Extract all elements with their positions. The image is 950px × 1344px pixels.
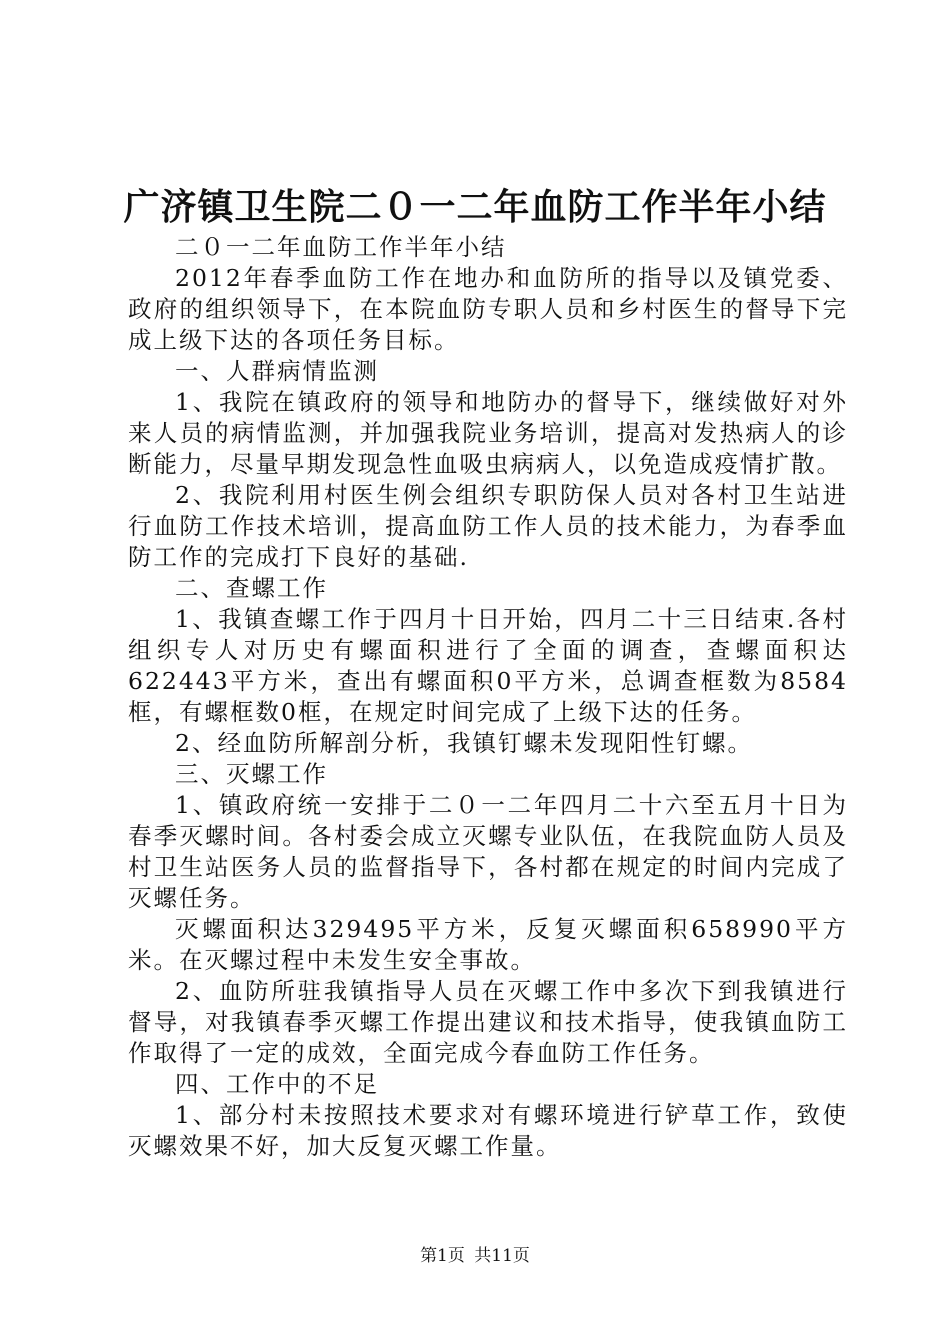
section-heading-3: 三、灭螺工作 (175, 760, 328, 788)
document-title: 广济镇卫生院二０一二年血防工作半年小结 (123, 186, 827, 228)
page-total: 共11页 (474, 1246, 530, 1266)
section-2-item-2: 2、经血防所解剖分析，我镇钉螺未发现阳性钉螺。 (175, 729, 753, 757)
section-1-item-1: 1、我院在镇政府的领导和地防办的督导下，继续做好对外来人员的病情监测，并加强我院业务培训，提高对发热病人的诊断能力，尽量早期发现急性血吸虫病病人，以免造成疫情扩散。 (128, 388, 848, 478)
section-3-item-2: 2、血防所驻我镇指导人员在灭螺工作中多次下到我镇进行督导，对我镇春季灭螺工作提出建议和技术指导，使我镇血防工作取得了一定的成效，全面完成今春血防工作任务。 (128, 977, 848, 1067)
section-1-item-2: 2、我院利用村医生例会组织专职防保人员对各村卫生站进行血防工作技术培训，提高血防工作人员的技术能力，为春季血防工作的完成打下良好的基础. (128, 481, 848, 571)
page-number: 第1页 (420, 1246, 465, 1266)
section-2-item-1: 1、我镇查螺工作于四月十日开始，四月二十三日结束.各村组织专人对历史有螺面积进行了全面的调查，查螺面积达622443平方米，查出有螺面积0平方米，总调查框数为8584框，有螺框数0框，在规定时间完成了上级下达的任务。 (128, 605, 848, 726)
section-heading-2: 二、查螺工作 (175, 574, 328, 602)
section-3-area-paragraph: 灭螺面积达329495平方米，反复灭螺面积658990平方米。在灭螺过程中未发生安全事故。 (128, 915, 848, 974)
document-body (128, 232, 848, 1162)
section-4-item-1: 1、部分村未按照技术要求对有螺环境进行铲草工作，致使灭螺效果不好，加大反复灭螺工作量。 (128, 1101, 848, 1160)
section-heading-1: 一、人群病情监测 (175, 357, 379, 385)
page-footer (0, 1245, 950, 1267)
subtitle-paragraph: 二０一二年血防工作半年小结 (175, 233, 507, 261)
section-heading-4: 四、工作中的不足 (175, 1070, 379, 1098)
intro-paragraph: 2012年春季血防工作在地办和血防所的指导以及镇党委、政府的组织领导下，在本院血防专职人员和乡村医生的督导下完成上级下达的各项任务目标。 (128, 264, 848, 354)
section-3-item-1: 1、镇政府统一安排于二０一二年四月二十六至五月十日为春季灭螺时间。各村委会成立灭螺专业队伍，在我院血防人员及村卫生站医务人员的监督指导下，各村都在规定的时间内完成了灭螺任务。 (128, 791, 848, 912)
